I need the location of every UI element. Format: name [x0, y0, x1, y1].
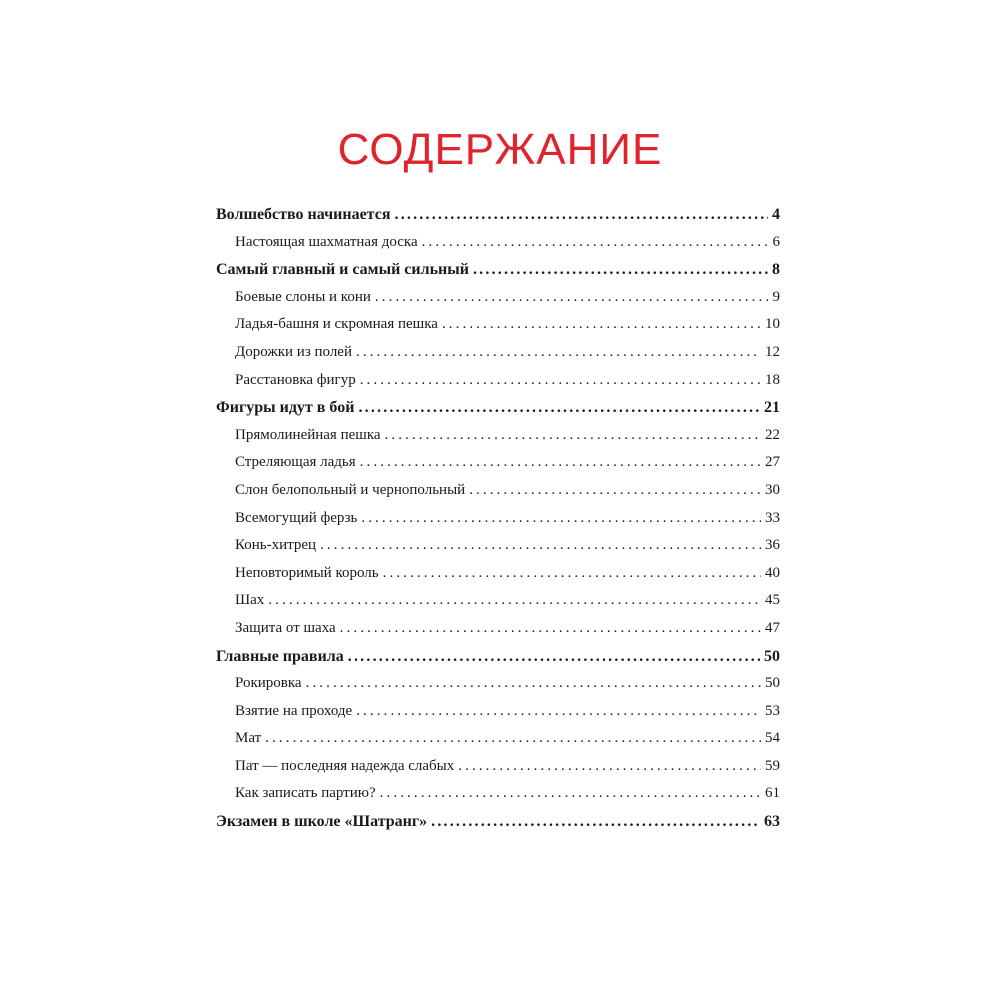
toc-entry-page: 6 [772, 233, 780, 250]
toc-entry-page: 50 [764, 647, 780, 665]
toc-entry-page: 36 [765, 537, 780, 554]
toc-entry-0[interactable] [216, 206, 780, 234]
toc-entry-page: 30 [765, 481, 780, 498]
toc-entry-label: Экзамен в школе «Шатранг» [216, 813, 428, 831]
toc-entry-page: 54 [765, 730, 780, 747]
toc-entry-page: 40 [765, 564, 780, 581]
dot-leader [268, 592, 761, 609]
toc-entry-label: Главные правила [216, 647, 344, 665]
toc-entry-1[interactable] [216, 234, 780, 262]
toc-entry-3[interactable] [216, 289, 780, 317]
toc-entry-14[interactable] [216, 592, 780, 620]
toc-entry-label: Неповторимый король [235, 564, 379, 581]
dot-leader [356, 703, 761, 720]
toc-entry-6[interactable] [216, 372, 780, 400]
toc-entry-label: Всемогущий ферзь [235, 509, 358, 526]
toc-entry-label: Шах [235, 592, 265, 609]
toc-entry-label: Пат — последняя надежда слабых [235, 757, 455, 774]
dot-leader [469, 482, 761, 499]
toc-entry-page: 61 [765, 785, 780, 802]
dot-leader [422, 234, 769, 251]
toc-entry-page: 47 [765, 619, 780, 636]
toc-entry-label: Рокировка [235, 675, 302, 692]
toc-entry-13[interactable] [216, 565, 780, 593]
dot-leader [348, 648, 760, 666]
toc-entry-8[interactable] [216, 427, 780, 455]
toc-entry-12[interactable] [216, 537, 780, 565]
toc-entry-page: 8 [772, 261, 780, 279]
dot-leader [380, 785, 761, 802]
dot-leader [320, 537, 761, 554]
dot-leader [340, 620, 761, 637]
toc-entry-label: Дорожки из полей [235, 343, 352, 360]
toc-entry-page: 12 [765, 343, 780, 360]
dot-leader [385, 427, 761, 444]
dot-leader [395, 206, 769, 224]
toc-entry-2[interactable] [216, 261, 780, 289]
toc-entry-label: Фигуры идут в бой [216, 399, 355, 417]
page-title: СОДЕРЖАНИЕ [337, 125, 663, 174]
dot-leader [361, 510, 761, 527]
toc-entry-label: Ладья-башня и скромная пешка [235, 316, 438, 333]
toc-entry-7[interactable] [216, 399, 780, 427]
toc-entry-21[interactable] [216, 785, 780, 813]
toc-entry-page: 4 [772, 206, 780, 223]
toc-entry-page: 63 [764, 813, 780, 831]
toc-entry-label: Настоящая шахматная доска [235, 233, 418, 250]
toc-entry-page: 9 [772, 288, 780, 305]
toc-entry-17[interactable] [216, 675, 780, 703]
dot-leader [375, 289, 769, 306]
toc-entry-19[interactable] [216, 730, 780, 758]
toc-entry-20[interactable] [216, 758, 780, 786]
toc-entry-page: 27 [765, 454, 780, 471]
dot-leader [442, 316, 761, 333]
table-of-contents [216, 206, 780, 841]
toc-entry-label: Боевые слоны и кони [235, 288, 371, 305]
toc-entry-label: Слон белопольный и чернопольный [235, 481, 466, 498]
toc-entry-label: Расстановка фигур [235, 371, 356, 388]
toc-entry-page: 21 [764, 399, 780, 417]
toc-entry-label: Мат [235, 730, 262, 747]
toc-entry-label: Взятие на проходе [235, 702, 353, 719]
dot-leader [265, 730, 761, 747]
toc-entry-label: Самый главный и самый сильный [216, 261, 469, 279]
dot-leader [458, 758, 761, 775]
toc-entry-4[interactable] [216, 316, 780, 344]
toc-entry-page: 33 [765, 509, 780, 526]
toc-entry-page: 53 [765, 702, 780, 719]
dot-leader [358, 399, 760, 417]
toc-entry-18[interactable] [216, 703, 780, 731]
toc-entry-16[interactable] [216, 648, 780, 676]
toc-entry-page: 59 [765, 757, 780, 774]
toc-entry-11[interactable] [216, 510, 780, 538]
toc-entry-label: Прямолинейная пешка [235, 426, 381, 443]
toc-entry-label: Как записать партию? [235, 785, 376, 802]
toc-entry-page: 10 [765, 316, 780, 333]
dot-leader [360, 372, 761, 389]
toc-entry-label: Защита от шаха [235, 619, 336, 636]
toc-entry-page: 22 [765, 426, 780, 443]
toc-entry-5[interactable] [216, 344, 780, 372]
toc-entry-page: 18 [765, 371, 780, 388]
toc-entry-22[interactable] [216, 813, 780, 841]
dot-leader [473, 261, 768, 279]
dot-leader [356, 344, 761, 361]
dot-leader [383, 565, 761, 582]
toc-entry-label: Конь-хитрец [235, 537, 317, 554]
toc-entry-15[interactable] [216, 620, 780, 648]
dot-leader [306, 675, 761, 692]
toc-entry-9[interactable] [216, 454, 780, 482]
dot-leader [360, 454, 761, 471]
toc-entry-page: 50 [765, 675, 780, 692]
toc-entry-label: Стреляющая ладья [235, 454, 356, 471]
toc-entry-label: Волшебство начинается [216, 206, 391, 223]
dot-leader [431, 813, 760, 831]
toc-entry-10[interactable] [216, 482, 780, 510]
toc-entry-page: 45 [765, 592, 780, 609]
